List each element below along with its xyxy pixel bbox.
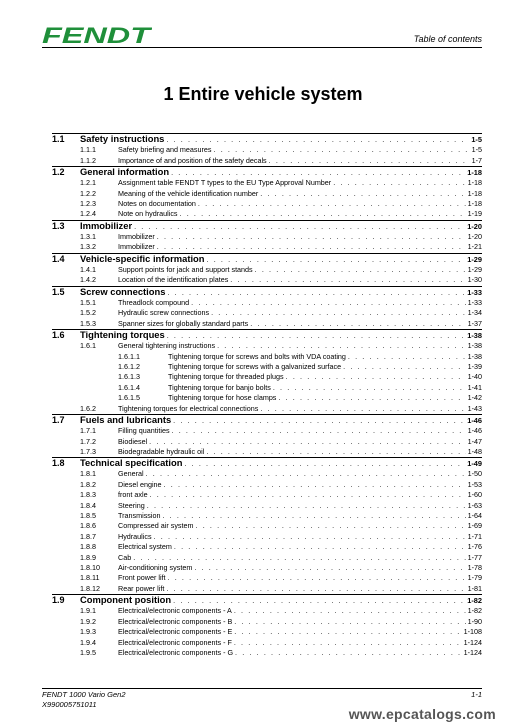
toc-entry-number: 1.8.8 bbox=[80, 542, 96, 552]
toc-section-page: 1-18 bbox=[467, 167, 482, 177]
toc-entry-title: Electrical system bbox=[118, 542, 172, 552]
toc-entry[interactable] bbox=[52, 606, 482, 616]
toc-entry-number: 1.6.1 bbox=[80, 341, 96, 351]
toc-entry-page: 1-124 bbox=[463, 647, 482, 657]
toc-subentry-title: Tightening torque for threaded plugs bbox=[168, 372, 284, 382]
dot-leader bbox=[150, 490, 466, 500]
toc-entry-title: Hydraulic screw connections bbox=[118, 308, 210, 318]
dot-leader bbox=[255, 265, 466, 275]
toc-entry-page: 1-43 bbox=[467, 403, 482, 413]
toc-section[interactable] bbox=[52, 220, 482, 232]
footer-document-code: X990005751011 bbox=[42, 700, 97, 709]
toc-section-number: 1.9 bbox=[52, 595, 65, 606]
dot-leader bbox=[273, 383, 466, 393]
toc-entry-number: 1.9.4 bbox=[80, 637, 96, 647]
toc-entry-number: 1.1.1 bbox=[80, 145, 96, 155]
toc-entry-page: 1-76 bbox=[467, 542, 482, 552]
toc-subentry-number: 1.6.1.1 bbox=[118, 351, 140, 361]
toc-entry[interactable] bbox=[52, 189, 482, 199]
dot-leader bbox=[260, 189, 465, 199]
dot-leader bbox=[235, 648, 462, 658]
dot-leader bbox=[260, 404, 465, 414]
toc-section[interactable] bbox=[52, 457, 482, 469]
toc-entry-page: 1-50 bbox=[467, 469, 482, 479]
toc-section-page: 1-5 bbox=[471, 135, 482, 144]
toc-entry-number: 1.8.5 bbox=[80, 511, 96, 521]
dot-leader bbox=[343, 362, 465, 372]
toc-entry-title: Tightening torques for electrical connections bbox=[118, 403, 259, 413]
dot-leader bbox=[166, 584, 465, 594]
dot-leader bbox=[184, 459, 465, 469]
toc-entry-title: Diesel engine bbox=[118, 479, 162, 489]
toc-entry-title: Support points for jack and support stands bbox=[118, 264, 253, 274]
toc-subentry-page: 1-40 bbox=[467, 372, 482, 382]
toc-entry-page: 1-79 bbox=[467, 573, 482, 583]
dot-leader bbox=[234, 617, 465, 627]
toc-entry[interactable] bbox=[52, 553, 482, 563]
toc-entry-title: Spanner sizes for globally standard parts bbox=[118, 318, 249, 328]
toc-entry-page: 1-18 bbox=[467, 178, 482, 188]
footer-page-number: 1-1 bbox=[471, 690, 482, 699]
toc-subentry[interactable] bbox=[52, 352, 482, 362]
dot-leader bbox=[149, 437, 465, 447]
toc-section-page: 1-20 bbox=[467, 221, 482, 231]
toc-entry[interactable] bbox=[52, 308, 482, 318]
dot-leader bbox=[168, 573, 466, 583]
toc-entry[interactable] bbox=[52, 480, 482, 490]
toc-entry[interactable] bbox=[52, 404, 482, 414]
toc-entry[interactable] bbox=[52, 521, 482, 531]
toc-entry[interactable] bbox=[52, 490, 482, 500]
toc-entry-title: Biodiesel bbox=[118, 436, 148, 446]
toc-entry-title: General tightening instructions bbox=[118, 341, 216, 351]
toc-entry-page: 1-82 bbox=[467, 606, 482, 616]
toc-entry-page: 1-37 bbox=[467, 318, 482, 328]
fendt-logo bbox=[42, 24, 152, 46]
toc-entry[interactable] bbox=[52, 232, 482, 242]
toc-subentry-page: 1-41 bbox=[467, 382, 482, 392]
toc-entry-page: 1-34 bbox=[467, 308, 482, 318]
toc-entry-title: Assignment table FENDT T types to the EU Type Approval Number bbox=[118, 178, 332, 188]
toc-entry-title: Note on hydraulics bbox=[118, 209, 178, 219]
dot-leader bbox=[198, 199, 466, 209]
toc-entry-title: Electrical/electronic components - B bbox=[118, 616, 233, 626]
toc-entry-title: Location of the identification plates bbox=[118, 275, 229, 285]
dot-leader bbox=[167, 288, 465, 298]
toc-entry-number: 1.5.1 bbox=[80, 297, 96, 307]
toc-section-page: 1-33 bbox=[467, 287, 482, 297]
toc-entry-title: Air-conditioning system bbox=[118, 563, 193, 572]
dot-leader bbox=[286, 372, 466, 382]
toc-entry-number: 1.7.2 bbox=[80, 436, 96, 446]
toc-section-page: 1-38 bbox=[467, 331, 482, 341]
toc-section[interactable] bbox=[52, 286, 482, 298]
toc-section-number: 1.4 bbox=[52, 253, 65, 264]
dot-leader bbox=[234, 606, 466, 616]
toc-subentry-number: 1.6.1.3 bbox=[118, 372, 140, 382]
toc-section[interactable] bbox=[52, 329, 482, 341]
header-divider bbox=[42, 47, 482, 48]
toc-entry-page: 1-19 bbox=[467, 209, 482, 219]
toc-entry-number: 1.8.1 bbox=[80, 469, 96, 479]
dot-leader bbox=[180, 209, 466, 219]
toc-entry-page: 1-124 bbox=[463, 637, 482, 647]
toc-section-number: 1.5 bbox=[52, 286, 65, 297]
svg-text:FENDT: FENDT bbox=[42, 24, 152, 46]
toc-entry-number: 1.8.12 bbox=[80, 583, 100, 593]
toc-entry[interactable] bbox=[52, 563, 482, 573]
dot-leader bbox=[269, 156, 470, 166]
toc-entry[interactable] bbox=[52, 617, 482, 627]
toc-section-title: Screw connections bbox=[80, 285, 166, 297]
toc-subentry-page: 1-39 bbox=[467, 361, 482, 371]
toc-section[interactable] bbox=[52, 166, 482, 178]
dot-leader bbox=[207, 255, 466, 265]
toc-entry[interactable] bbox=[52, 511, 482, 521]
toc-section-page: 1-82 bbox=[467, 596, 482, 606]
toc-entry-title: Front power lift bbox=[118, 573, 166, 583]
dot-leader bbox=[173, 416, 465, 426]
toc-section-title: Component position bbox=[80, 594, 172, 606]
toc-entry-number: 1.3.1 bbox=[80, 231, 96, 241]
toc-entry-number: 1.1.2 bbox=[80, 155, 96, 165]
toc-entry-page: 1-38 bbox=[467, 341, 482, 351]
toc-entry-page: 1-18 bbox=[467, 198, 482, 208]
toc-subentry-page: 1-42 bbox=[467, 393, 482, 403]
toc-section-title: Safety instructions bbox=[80, 133, 165, 144]
toc-entry[interactable] bbox=[52, 584, 482, 594]
toc-entry-number: 1.9.5 bbox=[80, 647, 96, 657]
toc-entry-page: 1-77 bbox=[467, 552, 482, 562]
dot-leader bbox=[234, 627, 461, 637]
toc-entry[interactable] bbox=[52, 178, 482, 188]
dot-leader bbox=[333, 178, 465, 188]
dot-leader bbox=[162, 511, 465, 521]
toc-entry-number: 1.8.7 bbox=[80, 531, 96, 541]
dot-leader bbox=[147, 501, 466, 511]
toc-section-page: 1-29 bbox=[467, 254, 482, 264]
toc-section-title: Fuels and lubricants bbox=[80, 413, 172, 425]
toc-entry-title: Cab bbox=[118, 552, 132, 562]
toc-entry[interactable] bbox=[52, 437, 482, 447]
toc-entry-title: Threadlock compound bbox=[118, 297, 190, 307]
toc-entry-page: 1-33 bbox=[467, 297, 482, 307]
toc-entry-number: 1.8.11 bbox=[80, 573, 100, 583]
dot-leader bbox=[146, 469, 466, 479]
toc-section[interactable] bbox=[52, 594, 482, 606]
toc-entry-page: 1-60 bbox=[467, 490, 482, 500]
toc-entry[interactable] bbox=[52, 501, 482, 511]
toc-entry-title: General bbox=[118, 469, 144, 479]
toc-entry-title: Electrical/electronic components - E bbox=[118, 627, 233, 637]
toc-entry-title: Hydraulics bbox=[118, 531, 152, 541]
toc-entry-title: Importance of and position of the safety decals bbox=[118, 155, 267, 165]
toc-entry[interactable] bbox=[52, 532, 482, 542]
toc-entry[interactable] bbox=[52, 542, 482, 552]
dot-leader bbox=[154, 532, 466, 542]
dot-leader bbox=[134, 222, 465, 232]
toc-subentry-number: 1.6.1.5 bbox=[118, 393, 140, 403]
toc-section-number: 1.3 bbox=[52, 220, 65, 231]
toc-entry-title: Immobilizer bbox=[118, 242, 155, 252]
toc-entry[interactable] bbox=[52, 426, 482, 436]
toc-entry-page: 1-78 bbox=[467, 563, 482, 572]
toc-entry-page: 1-46 bbox=[467, 426, 482, 436]
dot-leader bbox=[234, 638, 462, 648]
toc-entry-number: 1.7.3 bbox=[80, 446, 96, 456]
dot-leader bbox=[157, 242, 466, 252]
toc-entry[interactable] bbox=[52, 275, 482, 285]
watermark: www.epcatalogs.com bbox=[348, 706, 496, 722]
dot-leader bbox=[214, 145, 470, 155]
toc-subentry-title: Tightening torque for screws with a galvanized surface bbox=[168, 361, 342, 371]
toc-entry-title: Electrical/electronic components - G bbox=[118, 647, 234, 657]
toc-entry-page: 1-64 bbox=[467, 511, 482, 521]
toc-entry-page: 1-69 bbox=[467, 521, 482, 531]
page-header bbox=[0, 0, 526, 52]
dot-leader bbox=[211, 308, 466, 318]
toc-subentry-page: 1-38 bbox=[467, 351, 482, 361]
toc-entry-page: 1-47 bbox=[467, 436, 482, 446]
chapter-title: 1 Entire vehicle system bbox=[163, 84, 363, 104]
toc-entry-number: 1.9.1 bbox=[80, 606, 96, 616]
toc-entry-number: 1.2.3 bbox=[80, 198, 96, 208]
toc-subentry[interactable] bbox=[52, 362, 482, 372]
toc-subentry-title: Tightening torque for hose clamps bbox=[168, 393, 277, 403]
header-section-title: Table of contents bbox=[413, 34, 482, 44]
dot-leader bbox=[230, 275, 465, 285]
toc-subentry-number: 1.6.1.2 bbox=[118, 361, 140, 371]
toc-entry-number: 1.2.2 bbox=[80, 188, 96, 198]
toc-entry-title: Steering bbox=[118, 500, 145, 510]
toc-section-number: 1.7 bbox=[52, 414, 65, 425]
dot-leader bbox=[133, 553, 465, 563]
toc-section-number: 1.1 bbox=[52, 134, 65, 144]
footer-divider bbox=[42, 688, 482, 689]
toc-entry-page: 1-5 bbox=[471, 145, 482, 155]
toc-entry-page: 1-7 bbox=[471, 155, 482, 165]
toc-entry-title: Rear power lift bbox=[118, 583, 165, 593]
toc-entry[interactable] bbox=[52, 627, 482, 637]
toc-entry-number: 1.8.3 bbox=[80, 490, 96, 500]
toc-section-number: 1.8 bbox=[52, 458, 65, 469]
toc-entry-page: 1-30 bbox=[467, 275, 482, 285]
table-of-contents bbox=[52, 133, 482, 658]
toc-section[interactable] bbox=[52, 414, 482, 426]
dot-leader bbox=[217, 341, 466, 351]
dot-leader bbox=[164, 480, 466, 490]
toc-subentry[interactable] bbox=[52, 372, 482, 382]
toc-entry-number: 1.2.4 bbox=[80, 209, 96, 219]
toc-entry-number: 1.8.2 bbox=[80, 479, 96, 489]
dot-leader bbox=[250, 319, 465, 329]
toc-entry[interactable] bbox=[52, 341, 482, 351]
toc-entry-page: 1-53 bbox=[467, 479, 482, 489]
toc-entry[interactable] bbox=[52, 156, 482, 166]
toc-entry-number: 1.2.1 bbox=[80, 178, 96, 188]
toc-entry-number: 1.8.9 bbox=[80, 552, 96, 562]
toc-entry-number: 1.6.2 bbox=[80, 403, 96, 413]
toc-entry-title: Electrical/electronic components - F bbox=[118, 637, 232, 647]
toc-entry-title: Filling quantities bbox=[118, 426, 170, 436]
toc-entry[interactable] bbox=[52, 242, 482, 252]
dot-leader bbox=[157, 232, 466, 242]
toc-entry-number: 1.8.6 bbox=[80, 521, 96, 531]
toc-subentry-number: 1.6.1.4 bbox=[118, 382, 140, 392]
toc-section-title: General information bbox=[80, 165, 170, 177]
toc-entry[interactable] bbox=[52, 469, 482, 479]
toc-section-title: Tightening torques bbox=[80, 329, 165, 341]
toc-entry-page: 1-90 bbox=[467, 616, 482, 626]
toc-entry-title: Compressed air system bbox=[118, 521, 194, 531]
toc-subentry[interactable] bbox=[52, 383, 482, 393]
toc-section-title: Technical specification bbox=[80, 457, 183, 469]
toc-entry-page: 1-18 bbox=[467, 188, 482, 198]
toc-entry[interactable] bbox=[52, 145, 482, 155]
toc-entry[interactable] bbox=[52, 298, 482, 308]
toc-entry-title: front axle bbox=[118, 490, 148, 500]
toc-entry-title: Transmission bbox=[118, 511, 161, 521]
toc-section-page: 1-49 bbox=[467, 459, 482, 469]
toc-section-page: 1-46 bbox=[467, 415, 482, 425]
dot-leader bbox=[174, 542, 466, 552]
dot-leader bbox=[171, 168, 465, 178]
toc-entry-page: 1-48 bbox=[467, 446, 482, 456]
toc-entry-number: 1.8.10 bbox=[80, 563, 100, 572]
dot-leader bbox=[194, 563, 465, 573]
toc-section-title: Immobilizer bbox=[80, 219, 133, 231]
toc-entry[interactable] bbox=[52, 447, 482, 457]
toc-entry[interactable] bbox=[52, 199, 482, 209]
toc-entry-title: Immobilizer bbox=[118, 231, 155, 241]
toc-entry-title: Meaning of the vehicle identification number bbox=[118, 188, 259, 198]
dot-leader bbox=[278, 393, 465, 403]
dot-leader bbox=[172, 426, 466, 436]
dot-leader bbox=[196, 521, 466, 531]
toc-section-title: Vehicle-specific information bbox=[80, 252, 205, 264]
toc-entry-page: 1-21 bbox=[467, 242, 482, 252]
toc-entry-number: 1.5.2 bbox=[80, 308, 96, 318]
toc-entry-page: 1-29 bbox=[467, 264, 482, 274]
toc-entry-title: Biodegradable hydraulic oil bbox=[118, 446, 205, 456]
toc-entry[interactable] bbox=[52, 648, 482, 658]
toc-entry-number: 1.8.4 bbox=[80, 500, 96, 510]
toc-entry[interactable] bbox=[52, 638, 482, 648]
toc-entry[interactable] bbox=[52, 573, 482, 583]
toc-entry-title: Safety briefing and measures bbox=[118, 145, 212, 155]
toc-entry[interactable] bbox=[52, 209, 482, 219]
toc-entry-number: 1.7.1 bbox=[80, 426, 96, 436]
dot-leader bbox=[166, 135, 469, 145]
toc-section-number: 1.6 bbox=[52, 330, 65, 341]
footer-model: FENDT 1000 Vario Gen2 bbox=[42, 690, 126, 699]
toc-entry-title: Notes on documentation bbox=[118, 198, 196, 208]
dot-leader bbox=[167, 331, 465, 341]
toc-entry[interactable] bbox=[52, 265, 482, 275]
toc-entry-number: 1.9.2 bbox=[80, 616, 96, 626]
toc-entry-page: 1-81 bbox=[467, 583, 482, 593]
dot-leader bbox=[191, 298, 465, 308]
toc-entry-number: 1.3.2 bbox=[80, 242, 96, 252]
toc-entry[interactable] bbox=[52, 319, 482, 329]
dot-leader bbox=[206, 447, 465, 457]
toc-entry-page: 1-20 bbox=[467, 231, 482, 241]
toc-subentry[interactable] bbox=[52, 393, 482, 403]
dot-leader bbox=[173, 596, 465, 606]
toc-section[interactable] bbox=[52, 253, 482, 265]
toc-entry-page: 1-71 bbox=[467, 531, 482, 541]
toc-entry-page: 1-63 bbox=[467, 500, 482, 510]
toc-entry-title: Electrical/electronic components - A bbox=[118, 606, 232, 616]
toc-entry-page: 1-108 bbox=[463, 627, 482, 637]
toc-section-number: 1.2 bbox=[52, 166, 65, 177]
toc-entry-number: 1.5.3 bbox=[80, 318, 96, 328]
toc-subentry-title: Tightening torque for screws and bolts with VDA coating bbox=[168, 351, 346, 361]
toc-entry-number: 1.4.1 bbox=[80, 264, 96, 274]
toc-entry-number: 1.9.3 bbox=[80, 627, 96, 637]
toc-section[interactable] bbox=[52, 133, 482, 145]
toc-subentry-title: Tightening torque for banjo bolts bbox=[168, 382, 271, 392]
toc-entry-number: 1.4.2 bbox=[80, 275, 96, 285]
dot-leader bbox=[348, 352, 466, 362]
